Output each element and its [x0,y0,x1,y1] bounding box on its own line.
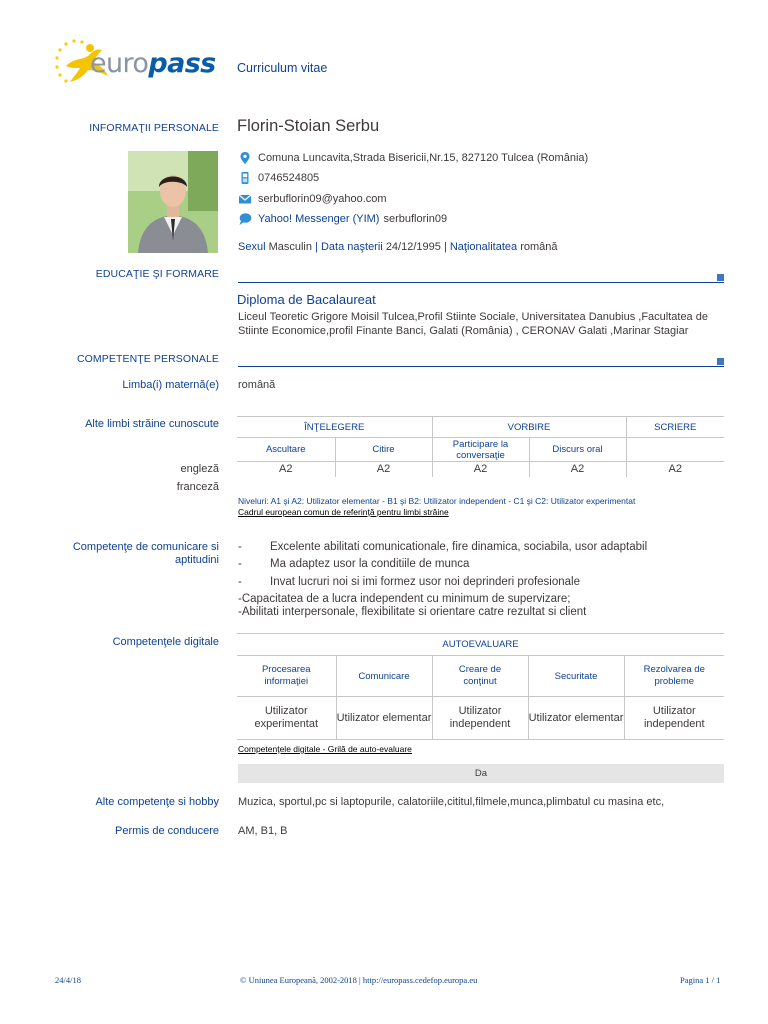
logo-pass: pass [148,48,216,79]
email-text[interactable]: serbuflorin09@yahoo.com [258,193,387,205]
language-english: engleză [180,463,219,475]
personal-section-label: INFORMAŢII PERSONALE [89,122,219,134]
group-understanding: ÎNŢELEGERE [237,417,432,438]
profile-photo [128,151,218,253]
english-writing: A2 [626,462,724,477]
english-reading: A2 [335,462,432,477]
footer-page: Pagina 1 / 1 [680,975,721,985]
mobile-phone-icon [238,171,252,185]
other-languages-label: Alte limbi străine cunoscute [85,418,219,430]
digital-da-text: Da [474,768,488,779]
education-title: Diploma de Bacalaureat [237,292,376,307]
education-line-1: Liceul Teoretic Grigore Moisil Tulcea,Profil Stiinte Sociale, Universitatea Danubius ,Facultatea de [238,311,708,323]
sex-label: Sexul [238,241,266,253]
digital-header: AUTOEVALUARE [237,634,724,656]
language-framework-link[interactable]: Cadrul european comun de referinţă pentru limbi străine [238,507,449,517]
digital-grid-link[interactable]: Competenţele digitale - Grilă de auto-evaluare [238,744,412,754]
subhead-reading: Citire [335,438,432,462]
group-writing: SCRIERE [626,417,724,438]
email-row [238,191,387,207]
group-speaking: VORBIRE [432,417,626,438]
comm-bullet-3-text: Invat lucruri noi si imi formez usor noi deprinderi profesionale [270,576,581,588]
comm-bullet-2-text: Ma adaptez usor la conditiile de munca [270,558,470,570]
birth-label: Data naşterii [320,241,383,253]
digital-skills-table [237,633,724,740]
digital-col-info: Procesarea informaţiei [237,656,336,697]
communication-label [30,541,219,567]
personal-details-line [238,241,558,253]
digital-col-problems: Rezolvarea de probleme [624,656,724,697]
birth-value: 24/12/1995 [385,241,441,253]
bullet-dash: - [238,541,242,553]
mother-tongue-value: română [238,379,276,391]
comm-extra-2: -Abilitati interpersonale, flexibilitate si orientare catre rezultat si client [238,606,587,618]
education-section-label: EDUCAŢIE ŞI FORMARE [95,268,219,280]
location-pin-icon [238,151,252,165]
levels-note: Niveluri: A1 şi A2: Utilizator elementar - B1 şi B2: Utilizator independent - C1 şi C2: Utilizator experimentat [238,496,636,506]
im-row [238,211,447,227]
english-listening: A2 [279,463,293,476]
separator-1: | [315,241,318,253]
chat-bubble-icon [238,212,252,226]
nationality-value: română [520,241,558,253]
skills-divider-square [717,358,724,365]
english-production: A2 [529,462,626,477]
digital-col-security: Securitate [528,656,624,697]
subhead-production: Discurs oral [529,438,626,462]
footer-copyright[interactable]: © Uniunea Europeană, 2002-2018 | http://europass.cedefop.europa.eu [240,975,478,985]
communication-label-line-1: Competenţe de comunicare si [72,541,219,553]
other-skills-value: Muzica, sportul,pc si laptopurile, calatoriile,cititul,filmele,munca,plimbatul cu masina etc, [238,796,665,808]
logo-euro: euro [90,48,149,79]
subhead-writing-empty [626,438,724,462]
digital-skills-label: Competenţele digitale [112,636,219,648]
digital-val-problems: Utilizator independent [624,697,724,740]
comm-bullet-1-text: Excelente abilitati comunicationale, fire dinamica, sociabila, usor adaptabil [270,541,648,553]
im-service: Yahoo! Messenger (YIM) [258,213,380,225]
europass-logo-text [90,48,216,79]
address-text: Comuna Luncavita,Strada Bisericii,Nr.15, 827120 Tulcea (România) [258,152,589,164]
comm-extra-1: -Capacitatea de a lucra independent cu minimum de supervizare; [238,593,571,605]
nationality-label: Naţionalitatea [449,241,518,253]
subhead-interaction: Participare la conversaţie [432,438,529,462]
digital-col-content: Creare de conţinut [432,656,528,697]
phone-row [238,170,319,186]
digital-col-comm: Comunicare [336,656,432,697]
english-interaction: A2 [432,462,529,477]
driving-license-value: AM, B1, B [238,825,288,837]
doc-title: Curriculum vitae [237,61,328,75]
digital-val-security: Utilizator elementar [528,697,624,740]
skills-section-label: COMPETENŢE PERSONALE [76,353,219,365]
bullet-dash: - [238,576,242,588]
phone-text[interactable]: 0746524805 [258,172,320,184]
communication-label-line-2: aptitudini [174,554,219,566]
language-french: franceză [176,481,219,493]
sex-value: Masculin [268,241,312,253]
mother-tongue-label: Limba(i) maternă(e) [122,379,219,391]
education-divider [238,282,724,283]
language-row-english [237,462,724,477]
language-table [237,416,724,477]
email-envelope-icon [238,192,252,206]
subhead-listening: Ascultare [237,438,335,462]
im-handle: serbuflorin09 [383,213,448,225]
address-row [238,150,588,166]
digital-val-comm: Utilizator elementar [336,697,432,740]
driving-license-label: Permis de conducere [115,825,219,837]
digital-val-info: Utilizator experimentat [237,697,336,740]
digital-val-content: Utilizator independent [432,697,528,740]
education-divider-square [717,274,724,281]
education-line-2: Stiinte Economice,profil Finante Banci, Galati (România) , CERONAV Galati ,Marinar Stagiar [238,325,689,337]
europass-logo [52,38,227,88]
full-name: Florin-Stoian Serbu [237,117,380,135]
skills-divider [238,366,724,367]
other-skills-label: Alte competenţe si hobby [95,796,219,808]
separator-2: | [443,241,447,253]
bullet-dash: - [238,558,242,570]
footer-date: 24/4/18 [55,975,81,985]
person-photo-icon [128,151,218,253]
